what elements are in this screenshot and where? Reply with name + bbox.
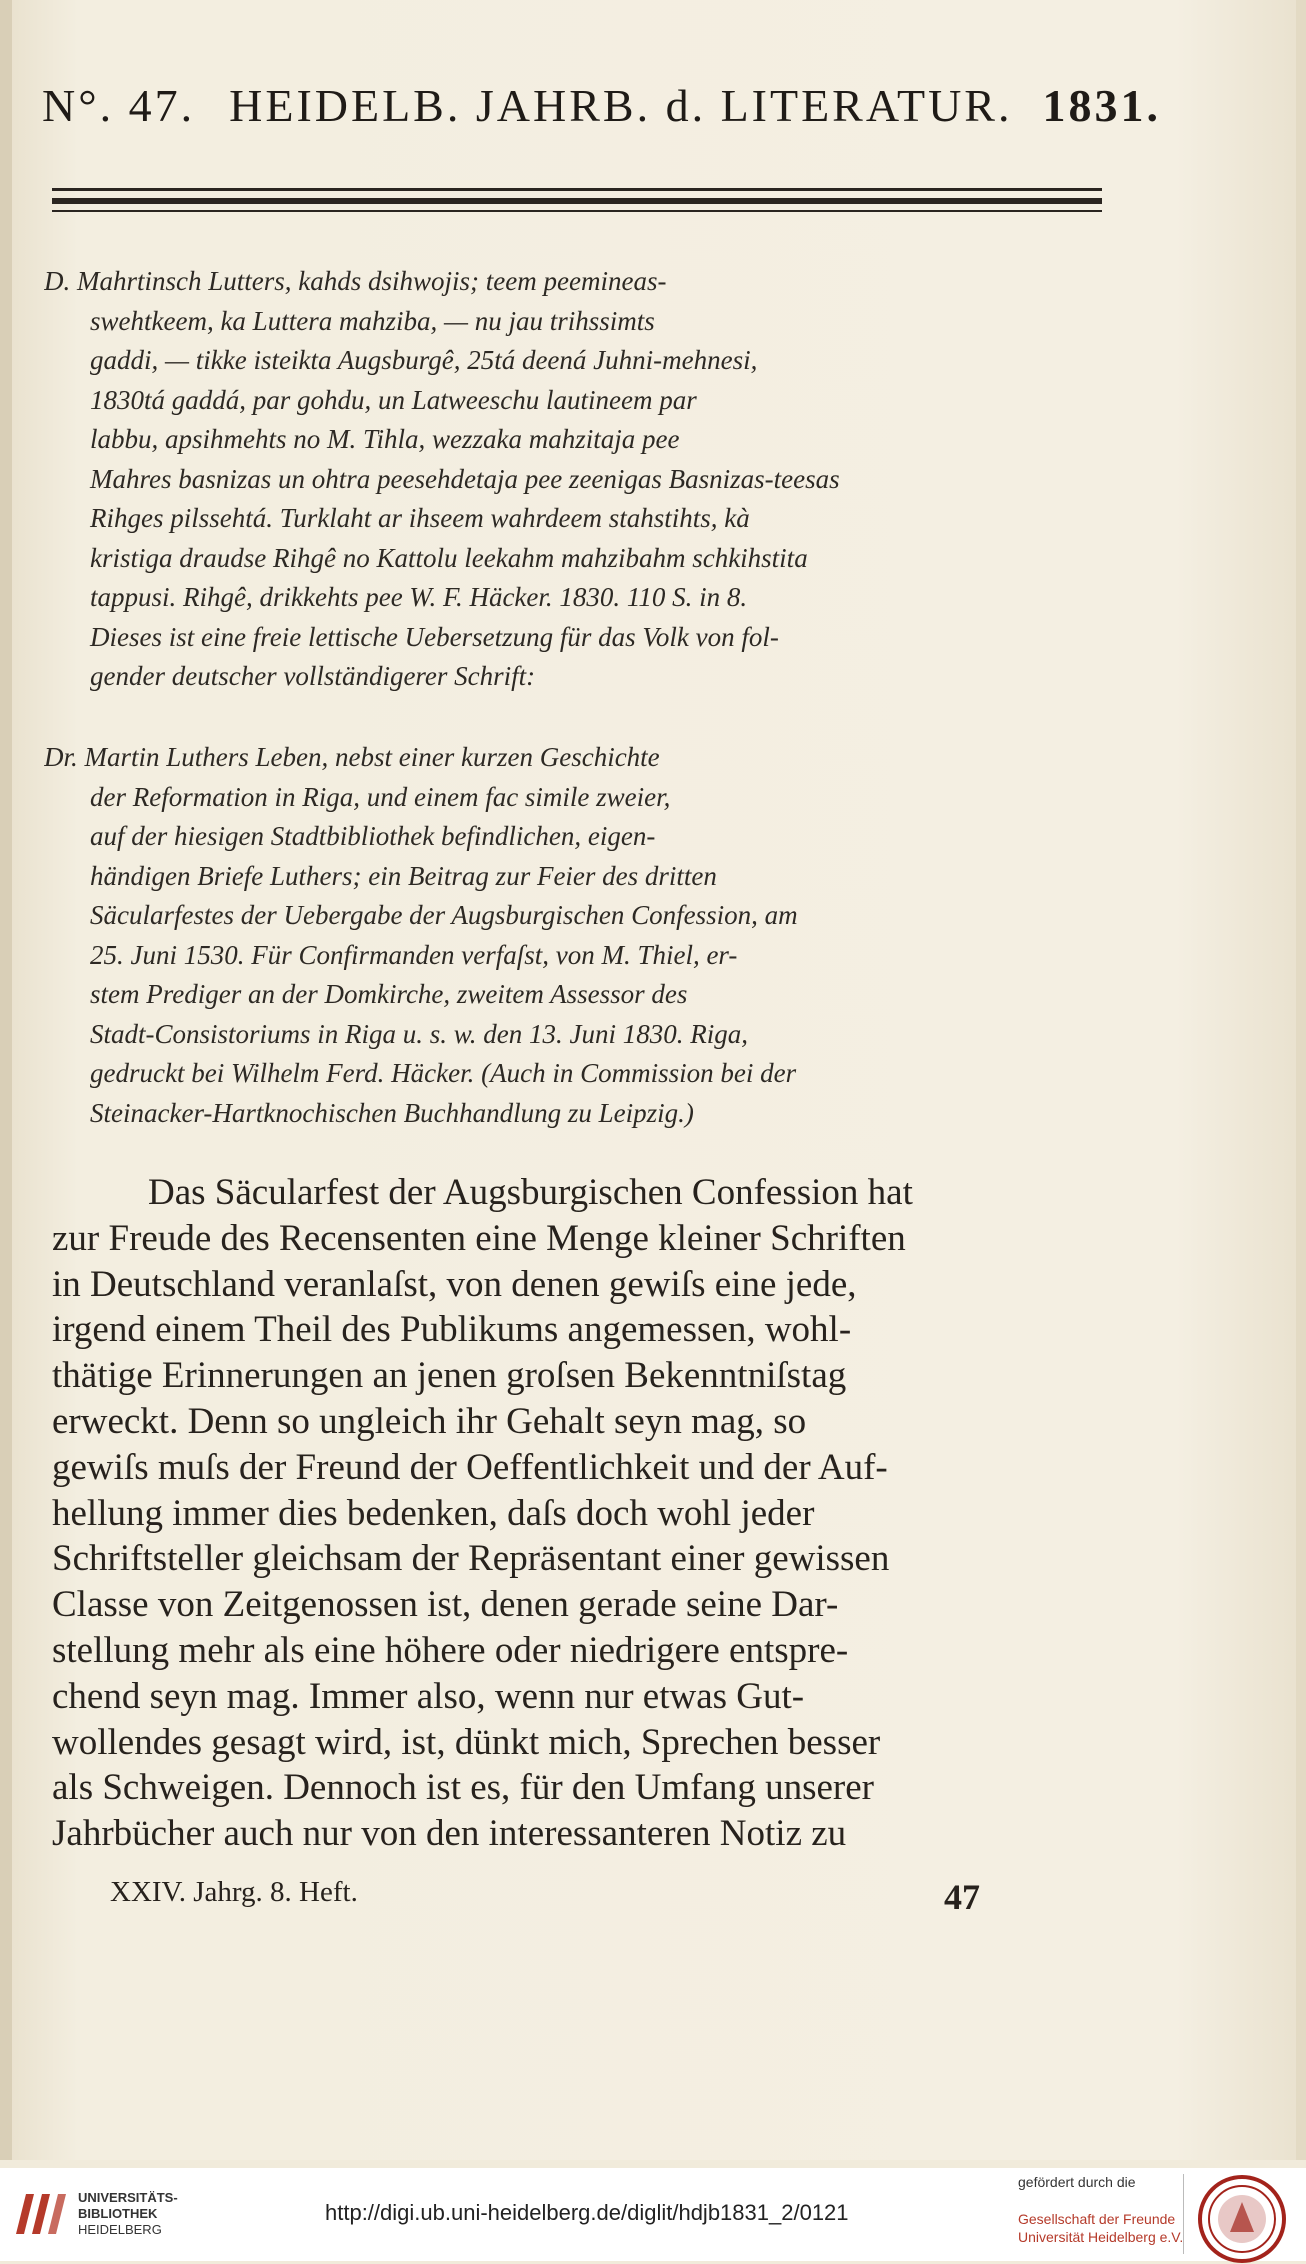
body-line: Das Säcularfest der Augsburgischen Confession hat: [148, 1172, 913, 1213]
body-line: wollendes gesagt wird, ist, dünkt mich, Sprechen besser: [52, 1721, 881, 1763]
body-line: erweckt. Denn so ungleich ihr Gehalt seyn mag, so: [52, 1400, 807, 1442]
running-header: [42, 62, 1161, 132]
biblio-line: kristiga draudse Rihgê no Kattolu leekahm mahzibahm schkihstita: [90, 542, 808, 573]
page-edge-left: [0, 0, 12, 2160]
university-seal-icon: [1197, 2174, 1287, 2264]
library-name-line: BIBLIOTHEK: [78, 2206, 158, 2221]
biblio-line: gaddi, — tikke isteikta Augsburgê, 25tá deená Juhni-mehnesi,: [90, 345, 758, 375]
body-line: gewiſs muſs der Freund der Oeffentlichkeit und der Auf-: [52, 1446, 888, 1488]
header-rule-thick: [52, 198, 1102, 204]
biblio-line: Stadt-Consistoriums in Riga u. s. w. den 13. Juni 1830. Riga,: [90, 1018, 749, 1049]
biblio-line: Mahres basnizas un ohtra peesehdetaja pee zeenigas Basnizas-teesas: [90, 463, 840, 494]
page-footer: [110, 1876, 980, 1918]
library-name: [78, 2190, 228, 2238]
university-library-logo-icon: [12, 2188, 68, 2240]
biblio-line: händigen Briefe Luthers; ein Beitrag zur Feier des dritten: [90, 860, 717, 891]
biblio-line: 25. Juni 1530. Für Confirmanden verfaſst, von M. Thiel, er-: [90, 939, 738, 970]
body-line: Schriftsteller gleichsam der Repräsentant einer gewissen: [52, 1538, 890, 1580]
bar-divider: [1183, 2174, 1184, 2254]
body-line: als Schweigen. Dennoch ist es, für den Umfang unserer: [52, 1767, 874, 1809]
sponsor-label: gefördert durch die: [1018, 2174, 1136, 2190]
issue-number: N°. 47.: [42, 80, 196, 131]
digitization-bar: [0, 2168, 1306, 2261]
journal-year: 1831.: [1042, 80, 1161, 131]
permalink-url[interactable]: http://digi.ub.uni-heidelberg.de/diglit/hdjb1831_2/0121: [325, 2200, 849, 2225]
signature-mark: XXIV. Jahrg. 8. Heft.: [110, 1876, 358, 1908]
body-line: irgend einem Theil des Publikums angemessen, wohl-: [52, 1309, 852, 1351]
biblio-line: Rihges pilssehtá. Turklaht ar ihseem wahrdeem stahstihts, kà: [90, 503, 750, 533]
sponsor-name-line: Universität Heidelberg e.V.: [1018, 2229, 1184, 2245]
sponsor-name: [1018, 2210, 1188, 2246]
body-line: Classe von Zeitgenossen ist, denen gerade seine Dar-: [52, 1584, 839, 1626]
biblio-line: gedruckt bei Wilhelm Ferd. Häcker. (Auch in Commission bei der: [90, 1058, 797, 1088]
biblio-line: Dieses ist eine freie lettische Uebersetzung für das Volk von fol-: [90, 621, 779, 652]
biblio-line: tappusi. Rihgê, drikkehts pee W. F. Häcker. 1830. 110 S. in 8.: [90, 582, 748, 612]
biblio-line: swehtkeem, ka Luttera mahziba, — nu jau trihssimts: [90, 305, 655, 336]
biblio-line: der Reformation in Riga, und einem fac simile zweier,: [90, 781, 671, 812]
bibliographic-entry-latvian: [44, 262, 1154, 697]
page-number: 47: [944, 1877, 980, 1917]
body-line: zur Freude des Recensenten eine Menge kleiner Schriften: [52, 1217, 906, 1259]
page-edge-right: [1296, 0, 1306, 2160]
body-line: in Deutschland veranlaſst, von denen gewiſs eine jede,: [52, 1263, 857, 1305]
bibliographic-entry-german: [44, 738, 1154, 1133]
sponsor-name-line: Gesellschaft der Freunde: [1018, 2211, 1176, 2227]
biblio-line: 1830tá gaddá, par gohdu, un Latweeschu lautineem par: [90, 384, 697, 415]
biblio-line: gender deutscher vollständigerer Schrift:: [90, 661, 536, 691]
biblio-line: Säcularfestes der Uebergabe der Augsburgischen Confession, am: [90, 900, 798, 930]
biblio-line: labbu, apsihmehts no M. Tihla, wezzaka mahzitaja pee: [90, 424, 680, 454]
header-rule: [52, 188, 1102, 191]
biblio-line: D. Mahrtinsch Lutters, kahds dsihwojis; teem peemineas-: [44, 266, 667, 296]
body-line: Jahrbücher auch nur von den interessanteren Notiz zu: [52, 1813, 847, 1855]
header-rule-thin: [52, 210, 1102, 212]
biblio-line: stem Prediger an der Domkirche, zweitem Assessor des: [90, 979, 688, 1009]
body-line: thätige Erinnerungen an jenen groſsen Bekenntniſstag: [52, 1355, 847, 1397]
body-line: chend seyn mag. Immer also, wenn nur etwas Gut-: [52, 1675, 805, 1717]
journal-title: HEIDELB. JAHRB. d. LITERATUR.: [229, 80, 1013, 131]
body-line: stellung mehr als eine höhere oder niedrigere entspre-: [52, 1629, 849, 1671]
body-line: hellung immer dies bedenken, daſs doch wohl jeder: [52, 1492, 815, 1534]
library-name-line: UNIVERSITÄTS-: [78, 2190, 178, 2205]
biblio-line: auf der hiesigen Stadtbibliothek befindlichen, eigen-: [90, 821, 656, 851]
library-name-line: HEIDELBERG: [78, 2222, 162, 2237]
review-body: [52, 1170, 1132, 1857]
biblio-line: Dr. Martin Luthers Leben, nebst einer kurzen Geschichte: [44, 742, 660, 772]
biblio-line: Steinacker-Hartknochischen Buchhandlung zu Leipzig.): [90, 1097, 694, 1128]
